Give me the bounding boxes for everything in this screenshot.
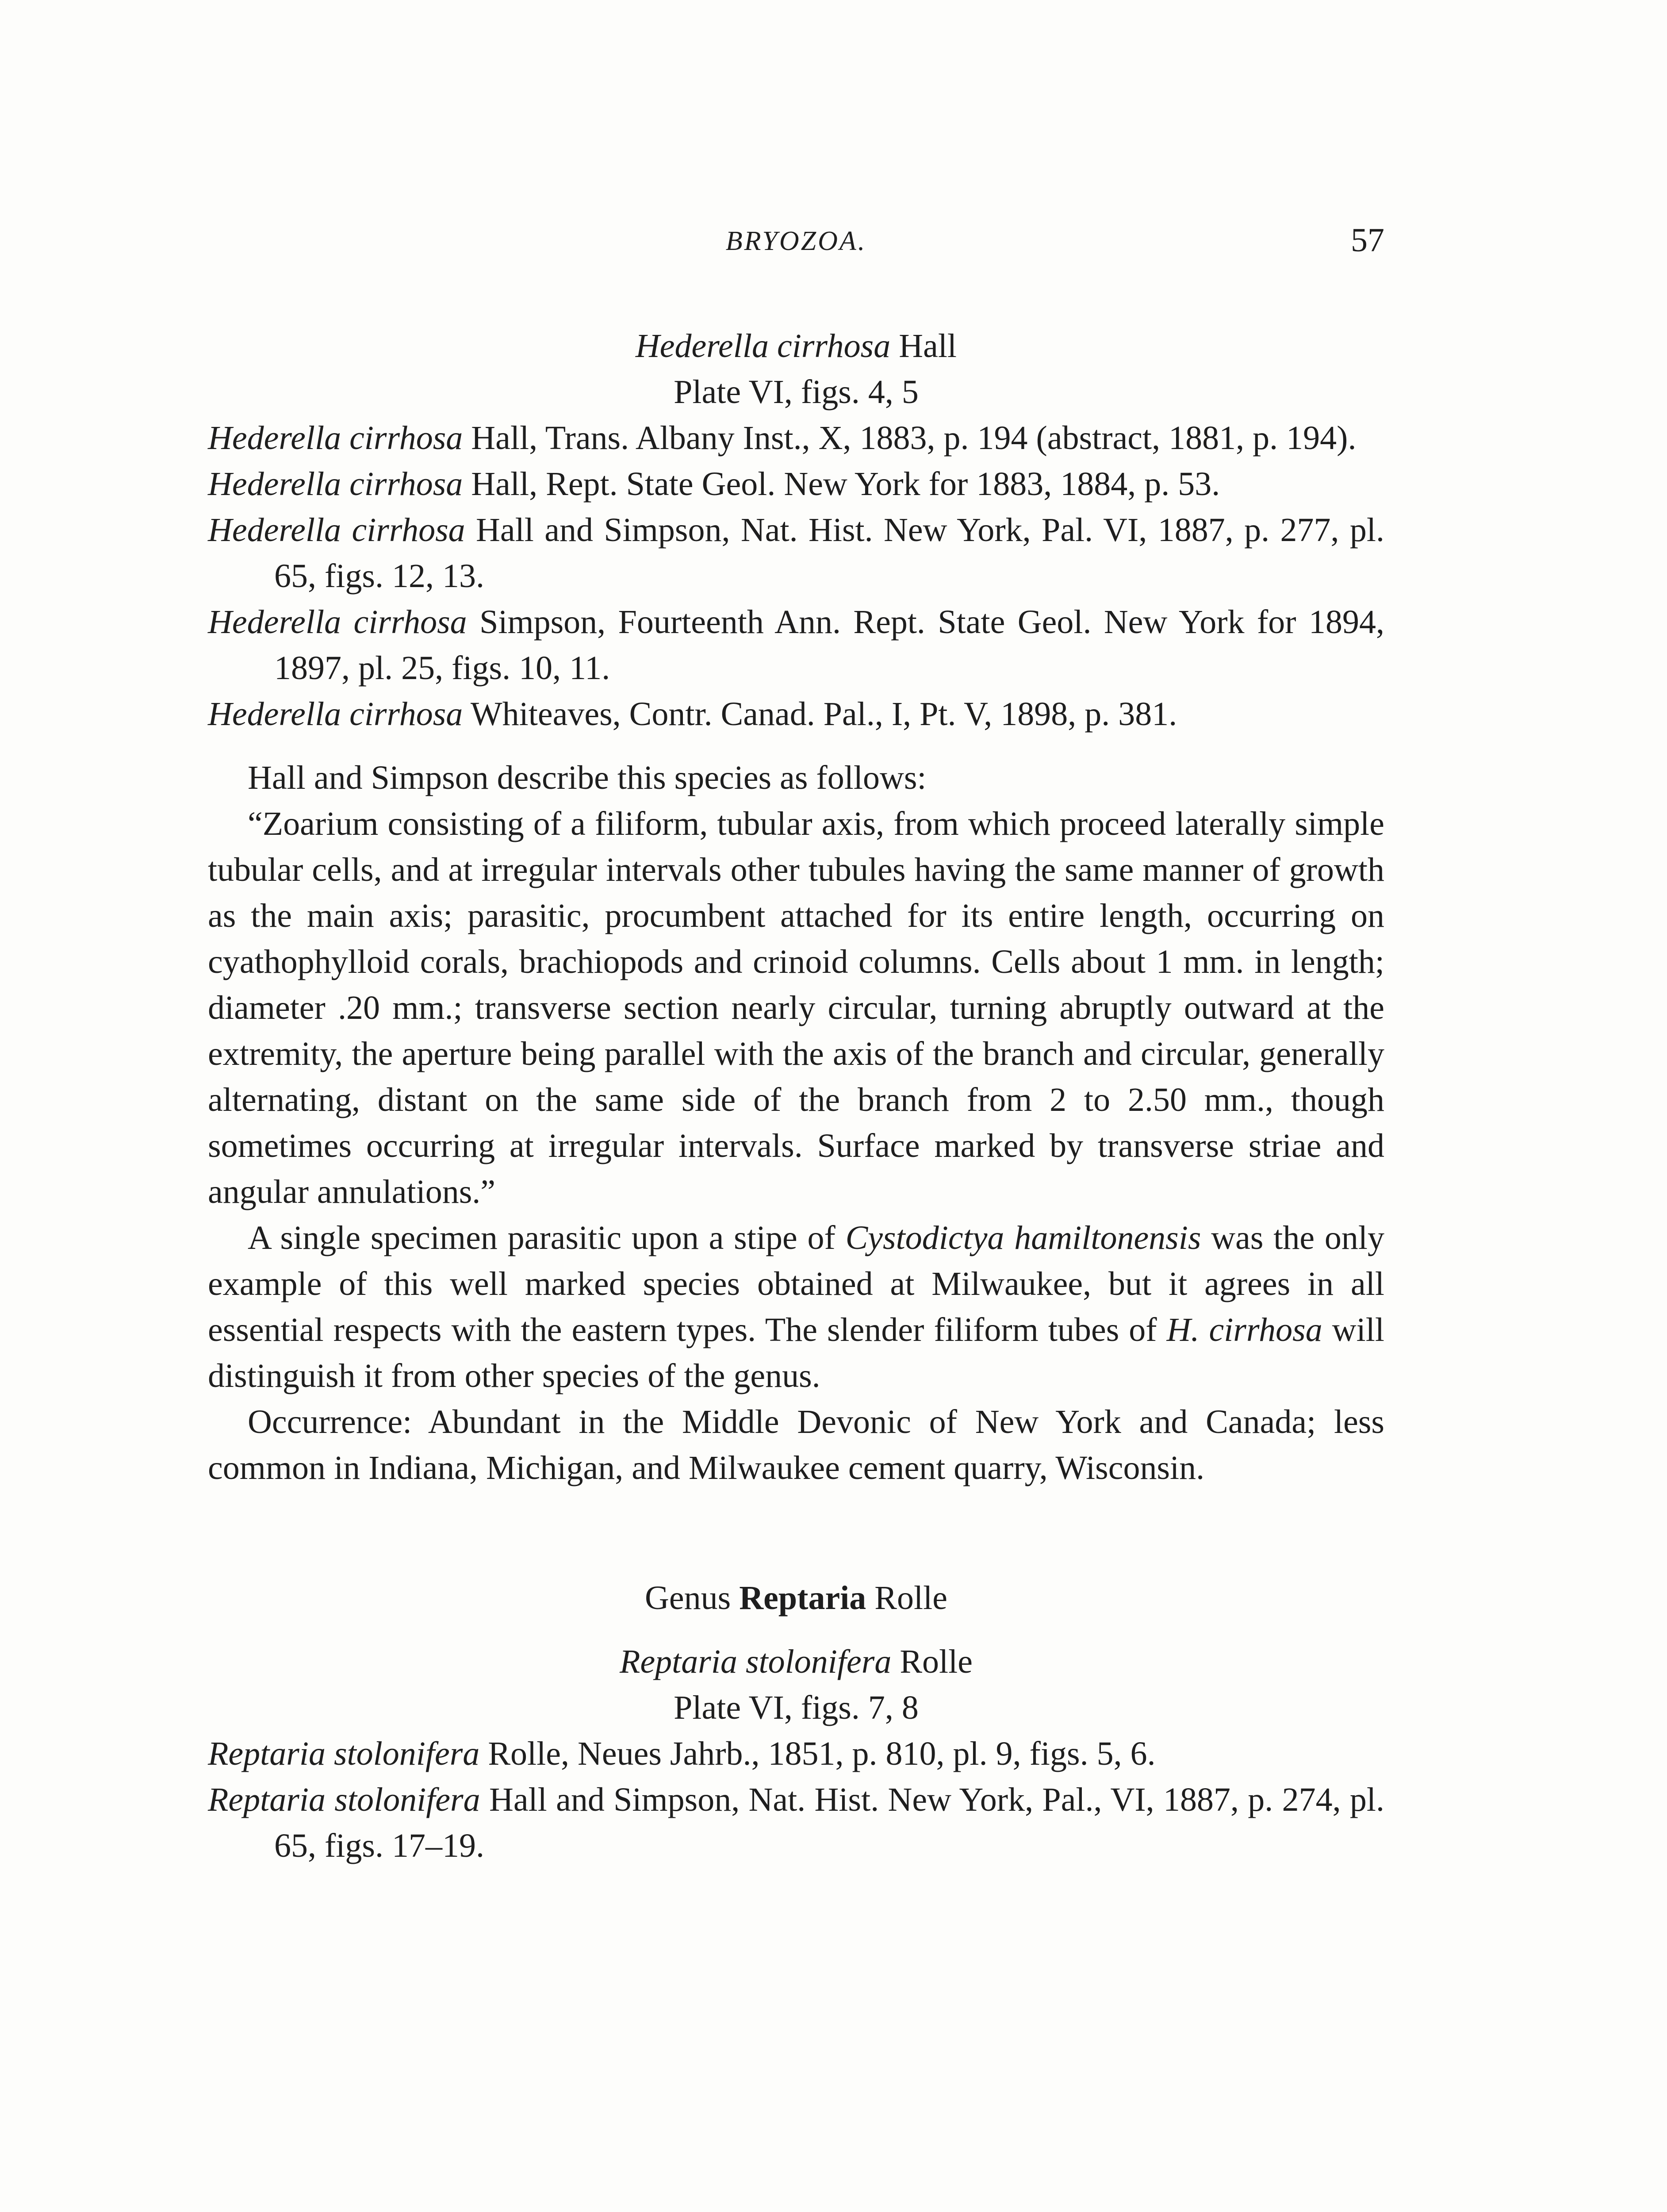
synonymy-entry: Hederella cirrhosa Hall, Trans. Albany Inst., X, 1883, p. 194 (abstract, 1881, p. 194). <box>208 419 1357 457</box>
genus-name: Reptaria <box>739 1579 866 1617</box>
intro-paragraph: Hall and Simpson describe this species as follows: <box>248 759 927 796</box>
synonymy-list <box>208 415 1384 737</box>
species-heading <box>208 1639 1384 1685</box>
synonymy-entry: Hederella cirrhosa Simpson, Fourteenth Ann. Rept. State Geol. New York for 1894, 1897, pl. 25, figs. 10, 11. <box>208 603 1384 687</box>
synonymy-entry: Hederella cirrhosa Hall and Simpson, Nat. Hist. New York, Pal. VI, 1887, p. 277, pl. 65, figs. 12, 13. <box>208 511 1384 595</box>
plate-reference: Plate VI, figs. 4, 5 <box>674 373 919 411</box>
quoted-description: “Zoarium consisting of a filiform, tubular axis, from which proceed laterally simple tubular cells, and at irregular intervals other tubules having the same manner of growth as the main axis; parasitic, procumbent attached for its entire length, occurring on cyathophylloid corals, brachiopods and crinoid columns. Cells about 1 mm. in length; diameter .20 mm.; transverse section nearly circular, turning abruptly outward at the extremity, the aperture being parallel with the axis of the branch and circular, generally alternating, distant on the same side of the branch from 2 to 2.50 mm., though sometimes occurring at irregular intervals. Surface marked by transverse striae and angular annulations.” <box>208 805 1384 1210</box>
species-author: Rolle <box>900 1643 973 1680</box>
specimen-paragraph: A single specimen parasitic upon a stipe of Cystodictya hamiltonensis was the only example of this well marked species obtained at Milwaukee, but it agrees in all essential respects with the eastern types. The slender filiform tubes of H. cirrhosa will distinguish it from other species of the genus. <box>208 1219 1384 1394</box>
genus-heading: Genus Reptaria Rolle <box>645 1579 947 1617</box>
synonymy-entry: Reptaria stolonifera Rolle, Neues Jahrb., 1851, p. 810, pl. 9, figs. 5, 6. <box>208 1735 1156 1772</box>
synonymy-entry: Hederella cirrhosa Whiteaves, Contr. Canad. Pal., I, Pt. V, 1898, p. 381. <box>208 695 1177 733</box>
plate-reference: Plate VI, figs. 7, 8 <box>674 1689 919 1726</box>
occurrence-paragraph: Occurrence: Abundant in the Middle Devonic of New York and Canada; less common in Indiana, Michigan, and Milwaukee cement quarry, Wisconsin. <box>208 1403 1384 1486</box>
synonymy-entry: Hederella cirrhosa Hall, Rept. State Geol. New York for 1883, 1884, p. 53. <box>208 465 1220 503</box>
species-heading <box>208 323 1384 369</box>
species-author: Hall <box>899 327 957 365</box>
synonymy-list <box>208 1731 1384 1869</box>
running-head: BRYOZOA. <box>725 226 867 256</box>
species-name: Hederella cirrhosa <box>635 327 891 365</box>
page-number: 57 <box>1351 222 1384 259</box>
species-name: Reptaria stolonifera <box>620 1643 892 1680</box>
synonymy-entry: Reptaria stolonifera Hall and Simpson, Nat. Hist. New York, Pal., VI, 1887, p. 274, pl. 65, figs. 17–19. <box>208 1781 1385 1864</box>
page-header <box>208 221 1384 270</box>
page-body <box>208 323 1384 1869</box>
